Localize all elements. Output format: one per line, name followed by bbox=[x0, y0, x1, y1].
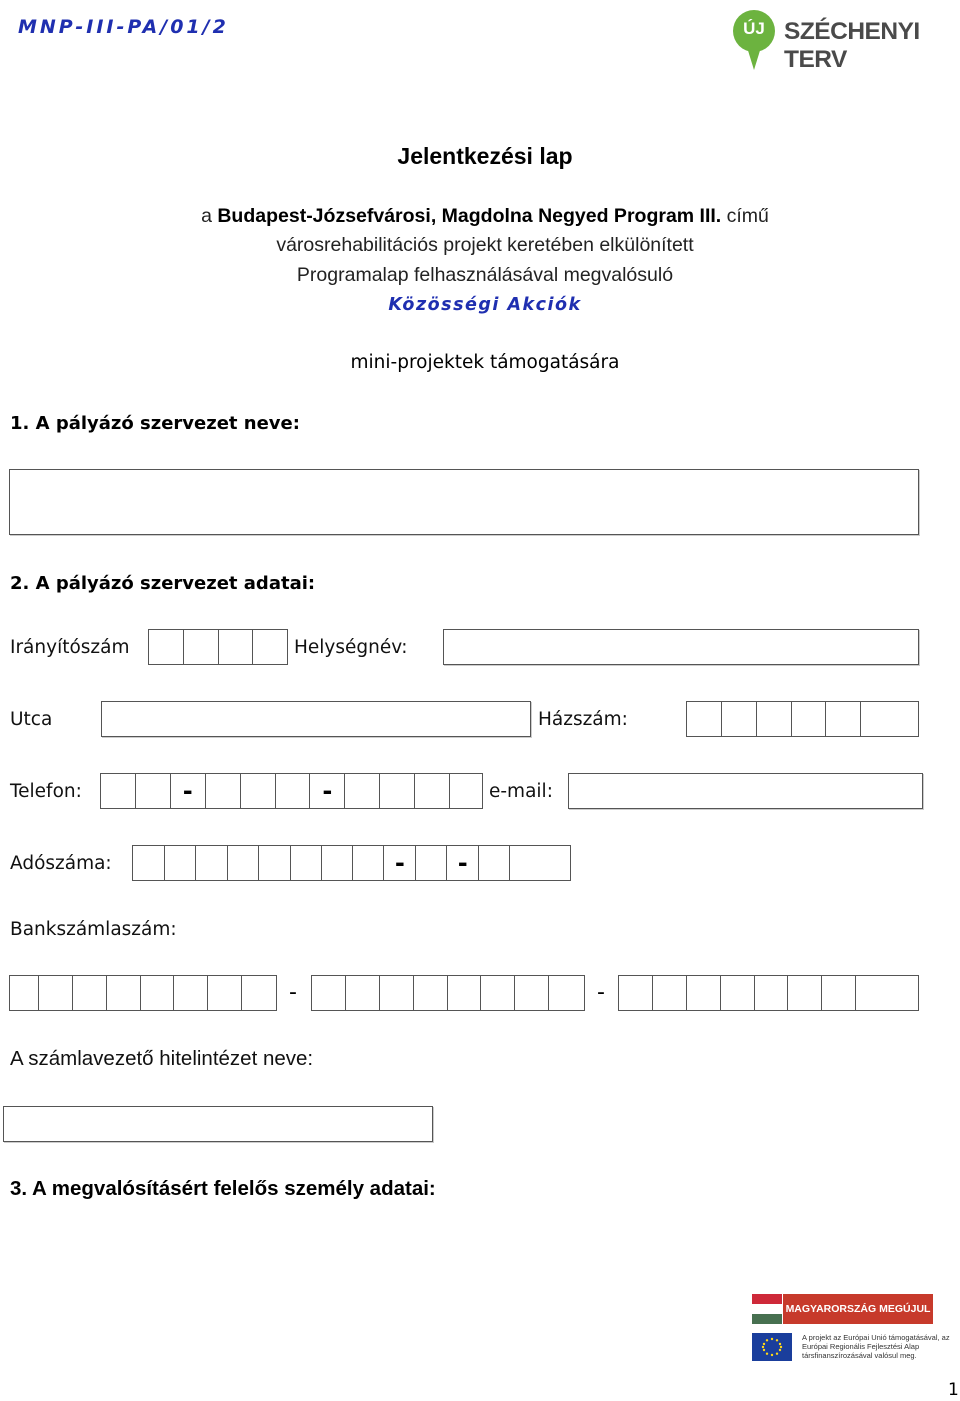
bank-separator: - bbox=[597, 980, 605, 1005]
street-label: Utca bbox=[10, 709, 53, 730]
subtitle-line-1: a Budapest-Józsefvárosi, Magdolna Negyed Program III. című bbox=[201, 205, 769, 227]
eu-flag-icon bbox=[752, 1333, 792, 1361]
organization-name-field[interactable] bbox=[9, 469, 919, 535]
logo-text: SZÉCHENYI TERV bbox=[784, 18, 920, 73]
street-field[interactable] bbox=[101, 701, 531, 737]
city-field[interactable] bbox=[443, 629, 919, 665]
bank-account-boxes-1[interactable] bbox=[9, 975, 277, 1011]
logo-uj-text: ÚJ bbox=[743, 19, 765, 38]
phone-label: Telefon: bbox=[10, 781, 82, 802]
email-label: e-mail: bbox=[489, 781, 553, 802]
phone-separator: - bbox=[310, 774, 345, 808]
house-number-label: Házszám: bbox=[538, 709, 628, 730]
document-code: MNP-III-PA/01/2 bbox=[18, 16, 229, 38]
section-2-heading: 2. A pályázó szervezet adatai: bbox=[10, 573, 316, 594]
eu-funding-notice: A projekt az Európai Unió támogatásával, az Európai Regionális Fejlesztési Alap társfinanszírozásával valósul meg. bbox=[802, 1333, 950, 1360]
tax-separator: - bbox=[447, 846, 479, 880]
section-3-heading: 3. A megvalósításért felelős személy adatai: bbox=[10, 1177, 436, 1200]
email-field[interactable] bbox=[568, 773, 923, 809]
bank-name-field[interactable] bbox=[3, 1106, 433, 1142]
program-name: Budapest-Józsefvárosi, Magdolna Negyed Program III. bbox=[217, 205, 722, 227]
city-label: Helységnév: bbox=[294, 637, 408, 658]
section-1-heading: 1. A pályázó szervezet neve: bbox=[10, 413, 300, 434]
hungarian-flag-icon bbox=[752, 1294, 782, 1324]
page-title: Jelentkezési lap bbox=[397, 143, 573, 169]
tax-separator: - bbox=[384, 846, 416, 880]
bank-account-boxes-3[interactable] bbox=[618, 975, 919, 1011]
page-number: 1 bbox=[948, 1380, 959, 1400]
bank-separator: - bbox=[289, 980, 297, 1005]
zip-label: Irányítószám bbox=[10, 637, 130, 658]
phone-separator: - bbox=[171, 774, 206, 808]
tax-number-boxes[interactable] bbox=[132, 845, 571, 881]
program-accent-title: Közösségi Akciók bbox=[388, 295, 582, 315]
bank-account-label: Bankszámlaszám: bbox=[10, 919, 177, 940]
house-number-boxes[interactable] bbox=[686, 701, 919, 737]
subtitle-line-5: mini-projektek támogatására bbox=[350, 352, 620, 373]
subtitle-line-2: városrehabilitációs projekt keretében elkülönített bbox=[276, 234, 694, 256]
phone-boxes[interactable] bbox=[100, 773, 483, 809]
magyarorszag-megujul-banner: MAGYARORSZÁG MEGÚJUL bbox=[783, 1294, 933, 1324]
zip-code-boxes[interactable] bbox=[148, 629, 288, 665]
tax-number-label: Adószáma: bbox=[10, 853, 112, 874]
subtitle-line-3: Programalap felhasználásával megvalósuló bbox=[296, 264, 674, 286]
bank-account-boxes-2[interactable] bbox=[311, 975, 585, 1011]
bank-name-label: A számlavezető hitelintézet neve: bbox=[10, 1047, 314, 1070]
